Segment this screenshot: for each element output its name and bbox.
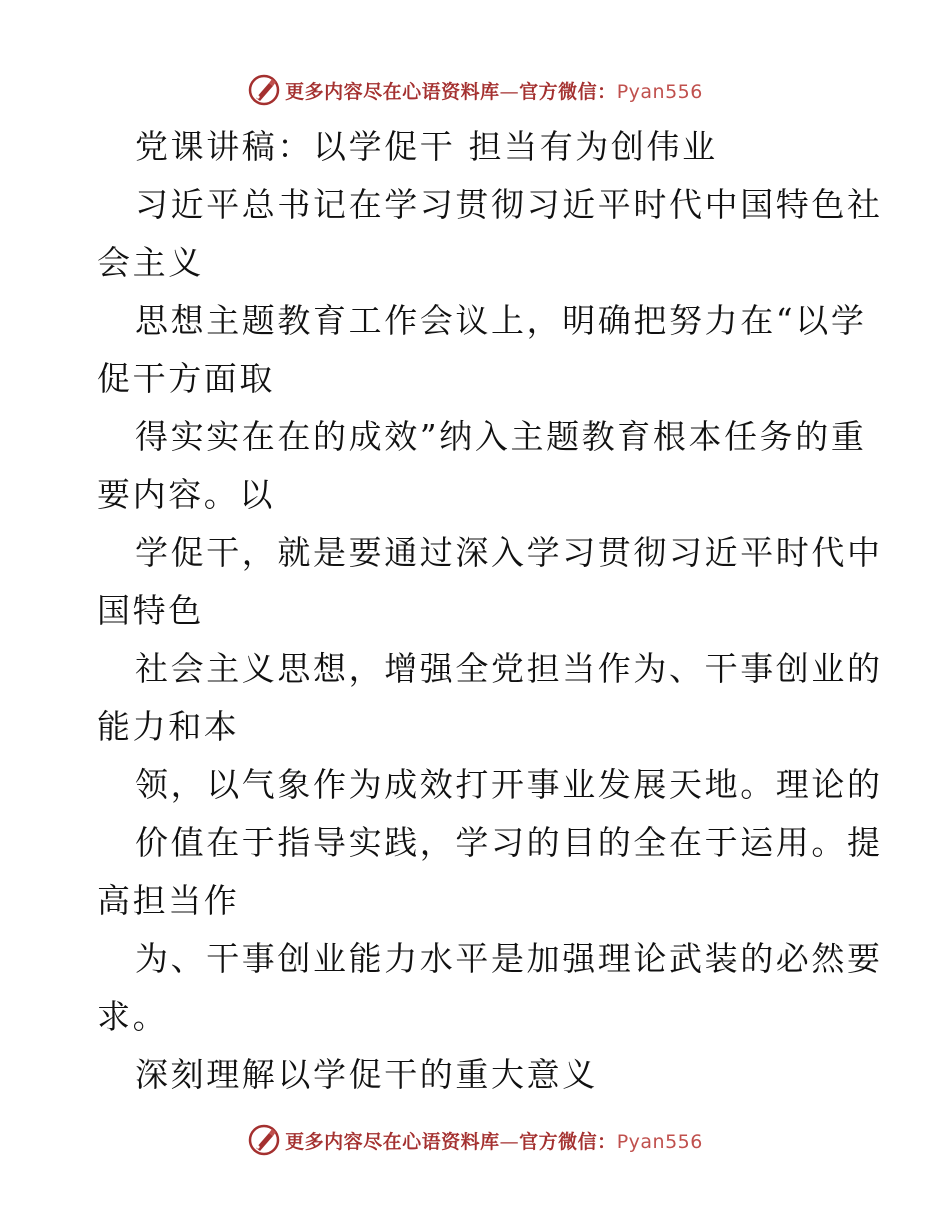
section-heading: 深刻理解以学促干的重大意义 xyxy=(135,1055,598,1094)
document-body xyxy=(97,118,883,1104)
pen-nib-logo-icon xyxy=(247,1123,281,1157)
document-line: 会主义 xyxy=(97,243,204,282)
banner-text xyxy=(285,1127,703,1154)
banner-official-label: 官方微信： xyxy=(519,80,617,103)
pen-nib-logo-icon xyxy=(247,73,281,107)
banner-separator: — xyxy=(499,1130,520,1153)
document-line: 为、干事创业能力水平是加强理论武装的必然要 xyxy=(135,939,883,978)
document-line: 领，以气象作为成效打开事业发展天地。理论的 xyxy=(135,765,883,804)
header-banner xyxy=(0,70,950,110)
document-line: 学促干，就是要通过深入学习贯彻习近平时代中 xyxy=(135,533,883,572)
document-line: 高担当作 xyxy=(97,881,240,920)
document-line: 社会主义思想，增强全党担当作为、干事创业的 xyxy=(135,649,883,688)
banner-text xyxy=(285,77,703,104)
banner-separator: — xyxy=(499,80,520,103)
document-line: 国特色 xyxy=(97,591,204,630)
banner-wechat-id: Pyan556 xyxy=(616,80,703,103)
document-line: 能力和本 xyxy=(97,707,240,746)
document-line: 思想主题教育工作会议上，明确把努力在“以学 xyxy=(135,301,867,340)
document-line: 促干方面取 xyxy=(97,359,275,398)
banner-slogan: 更多内容尽在心语资料库 xyxy=(285,80,500,103)
document-line: 求。 xyxy=(97,997,169,1036)
banner-slogan: 更多内容尽在心语资料库 xyxy=(285,1130,500,1153)
footer-banner xyxy=(0,1120,950,1160)
document-line: 要内容。以 xyxy=(97,475,275,514)
banner-wechat-id: Pyan556 xyxy=(616,1130,703,1153)
document-line: 习近平总书记在学习贯彻习近平时代中国特色社 xyxy=(135,185,883,224)
document-line: 价值在于指导实践，学习的目的全在于运用。提 xyxy=(135,823,883,862)
banner-official-label: 官方微信： xyxy=(519,1130,617,1153)
document-title: 党课讲稿：以学促干 担当有为创伟业 xyxy=(135,127,718,166)
document-line: 得实实在在的成效”纳入主题教育根本任务的重 xyxy=(135,417,867,456)
